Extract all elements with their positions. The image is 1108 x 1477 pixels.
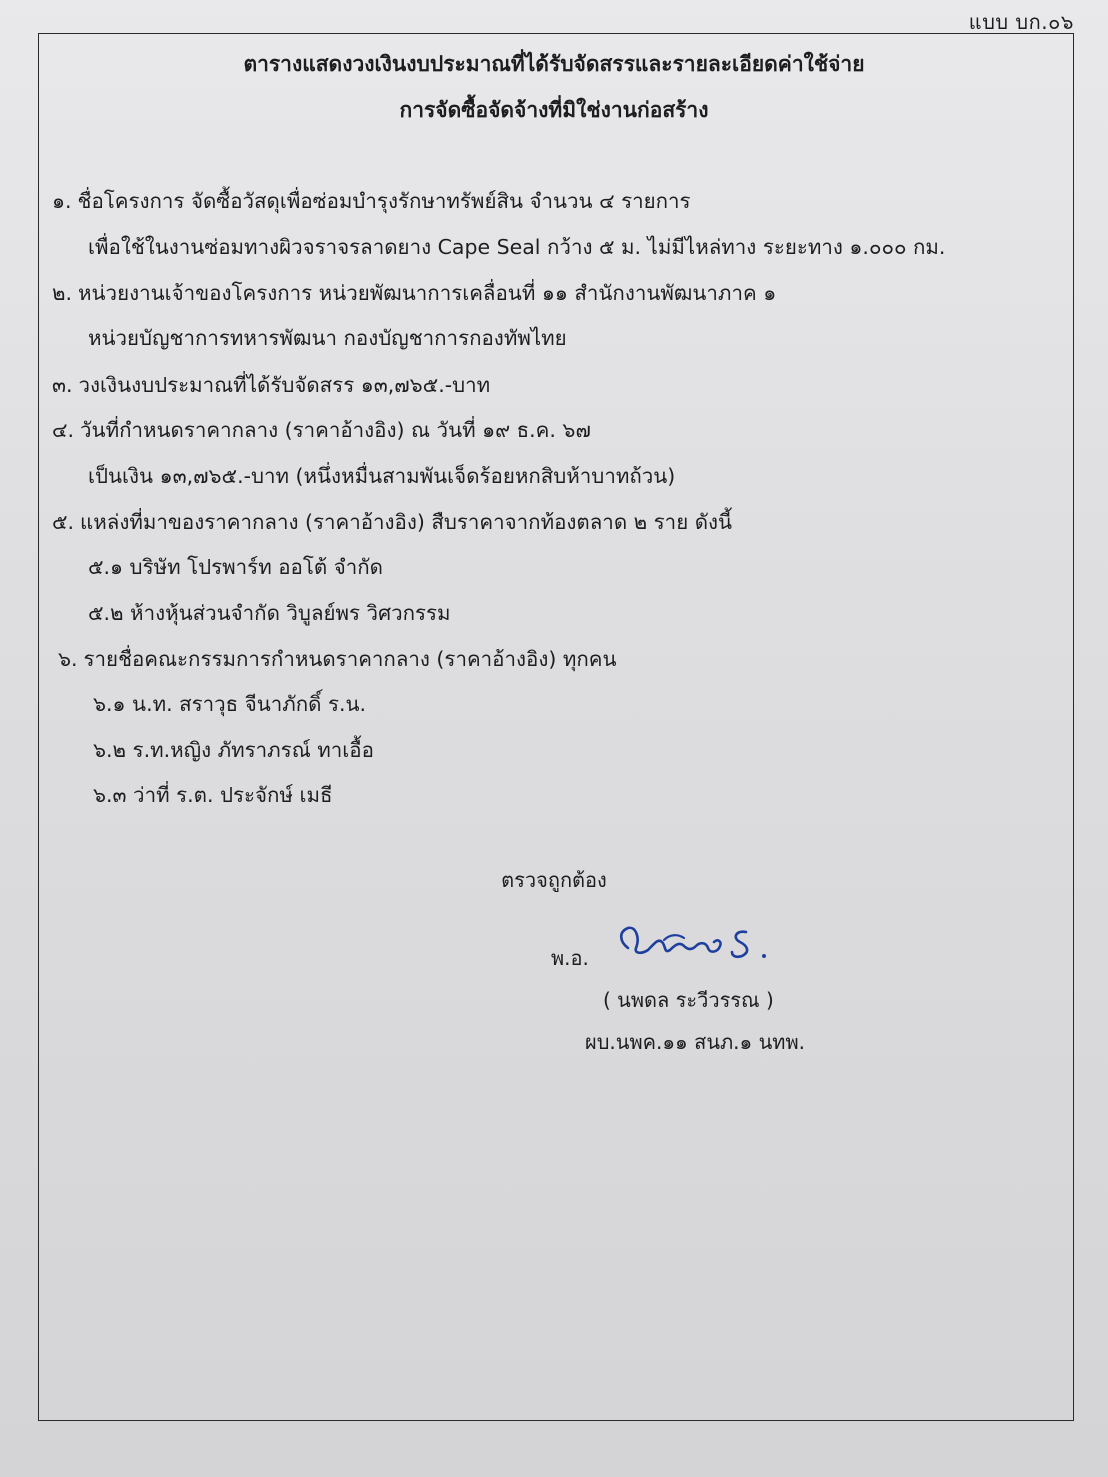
item-text: หน่วยบัญชาการทหารพัฒนา กองบัญชาการกองทัพไทย [88, 326, 567, 350]
committee-member-1 [93, 688, 366, 721]
signer-name: ( นพดล ระวีวรรณ ) [603, 988, 774, 1012]
item-text: เป็นเงิน ๑๓,๗๖๕.-บาท (หนึ่งหมื่นสามพันเจ็ดร้อยหกสิบห้าบาทถ้วน) [88, 464, 676, 488]
item-1 [52, 185, 691, 218]
item-text: ๖.๑ น.ท. สราวุธ จีนาภักดิ์ ร.น. [93, 692, 367, 716]
document-title-line-2: การจัดซื้อจัดจ้างที่มิใช่งานก่อสร้าง [399, 98, 709, 122]
item-text: ๖.๒ ร.ท.หญิง ภัทราภรณ์ ทาเอื้อ [93, 738, 374, 762]
item-1-continuation [88, 231, 945, 264]
item-3 [52, 369, 490, 402]
item-4-continuation [88, 460, 675, 493]
item-number: ๖. [58, 647, 78, 671]
item-text: ชื่อโครงการ จัดซื้อวัสดุเพื่อซ่อมบำรุงรักษาทรัพย์สิน จำนวน ๔ รายการ [77, 189, 691, 213]
committee-member-3 [93, 779, 333, 812]
handwritten-signature [614, 918, 779, 974]
item-number: ๑. [52, 189, 72, 213]
signer-rank: พ.อ. [551, 946, 589, 970]
verification-label: ตรวจถูกต้อง [501, 868, 607, 892]
item-text: รายชื่อคณะกรรมการกำหนดราคากลาง (ราคาอ้างอิง) ทุกคน [83, 647, 617, 671]
item-number: ๔. [52, 418, 75, 442]
item-2 [52, 277, 776, 310]
item-5-source-1 [88, 551, 383, 584]
committee-member-2 [93, 734, 374, 767]
item-text: เพื่อใช้ในงานซ่อมทางผิวจราจรลาดยาง Cape Seal กว้าง ๕ ม. ไม่มีไหล่ทาง ระยะทาง ๑.๐๐๐ กม. [88, 235, 946, 259]
signer-position: ผบ.นพค.๑๑ สนภ.๑ นทพ. [585, 1030, 805, 1054]
item-2-continuation [88, 322, 567, 355]
item-text: แหล่งที่มาของราคากลาง (ราคาอ้างอิง) สืบราคาจากท้องตลาด ๒ ราย ดังนี้ [80, 510, 733, 534]
item-5-source-2 [88, 597, 451, 630]
item-text: วงเงินงบประมาณที่ได้รับจัดสรร ๑๓,๗๖๕.-บาท [78, 373, 491, 397]
item-text: ๕.๒ ห้างหุ้นส่วนจำกัด วิบูลย์พร วิศวกรรม [88, 601, 451, 625]
item-number: ๕. [52, 510, 75, 534]
item-4 [52, 414, 591, 447]
item-number: ๒. [52, 281, 73, 305]
document-title-line-1: ตารางแสดงวงเงินงบประมาณที่ได้รับจัดสรรและรายละเอียดค่าใช้จ่าย [243, 52, 865, 76]
item-text: ๖.๓ ว่าที่ ร.ต. ประจักษ์ เมธี [93, 783, 333, 807]
item-text: วันที่กำหนดราคากลาง (ราคาอ้างอิง) ณ วันที่ ๑๙ ธ.ค. ๖๗ [80, 418, 591, 442]
item-6 [58, 643, 617, 676]
item-text: หน่วยงานเจ้าของโครงการ หน่วยพัฒนาการเคลื่อนที่ ๑๑ สำนักงานพัฒนาภาค ๑ [78, 281, 777, 305]
form-code: แบบ บก.๐๖ [968, 10, 1074, 34]
item-5 [52, 506, 732, 539]
item-number: ๓. [52, 373, 73, 397]
item-text: ๕.๑ บริษัท โปรพาร์ท ออโต้ จำกัด [88, 555, 383, 579]
